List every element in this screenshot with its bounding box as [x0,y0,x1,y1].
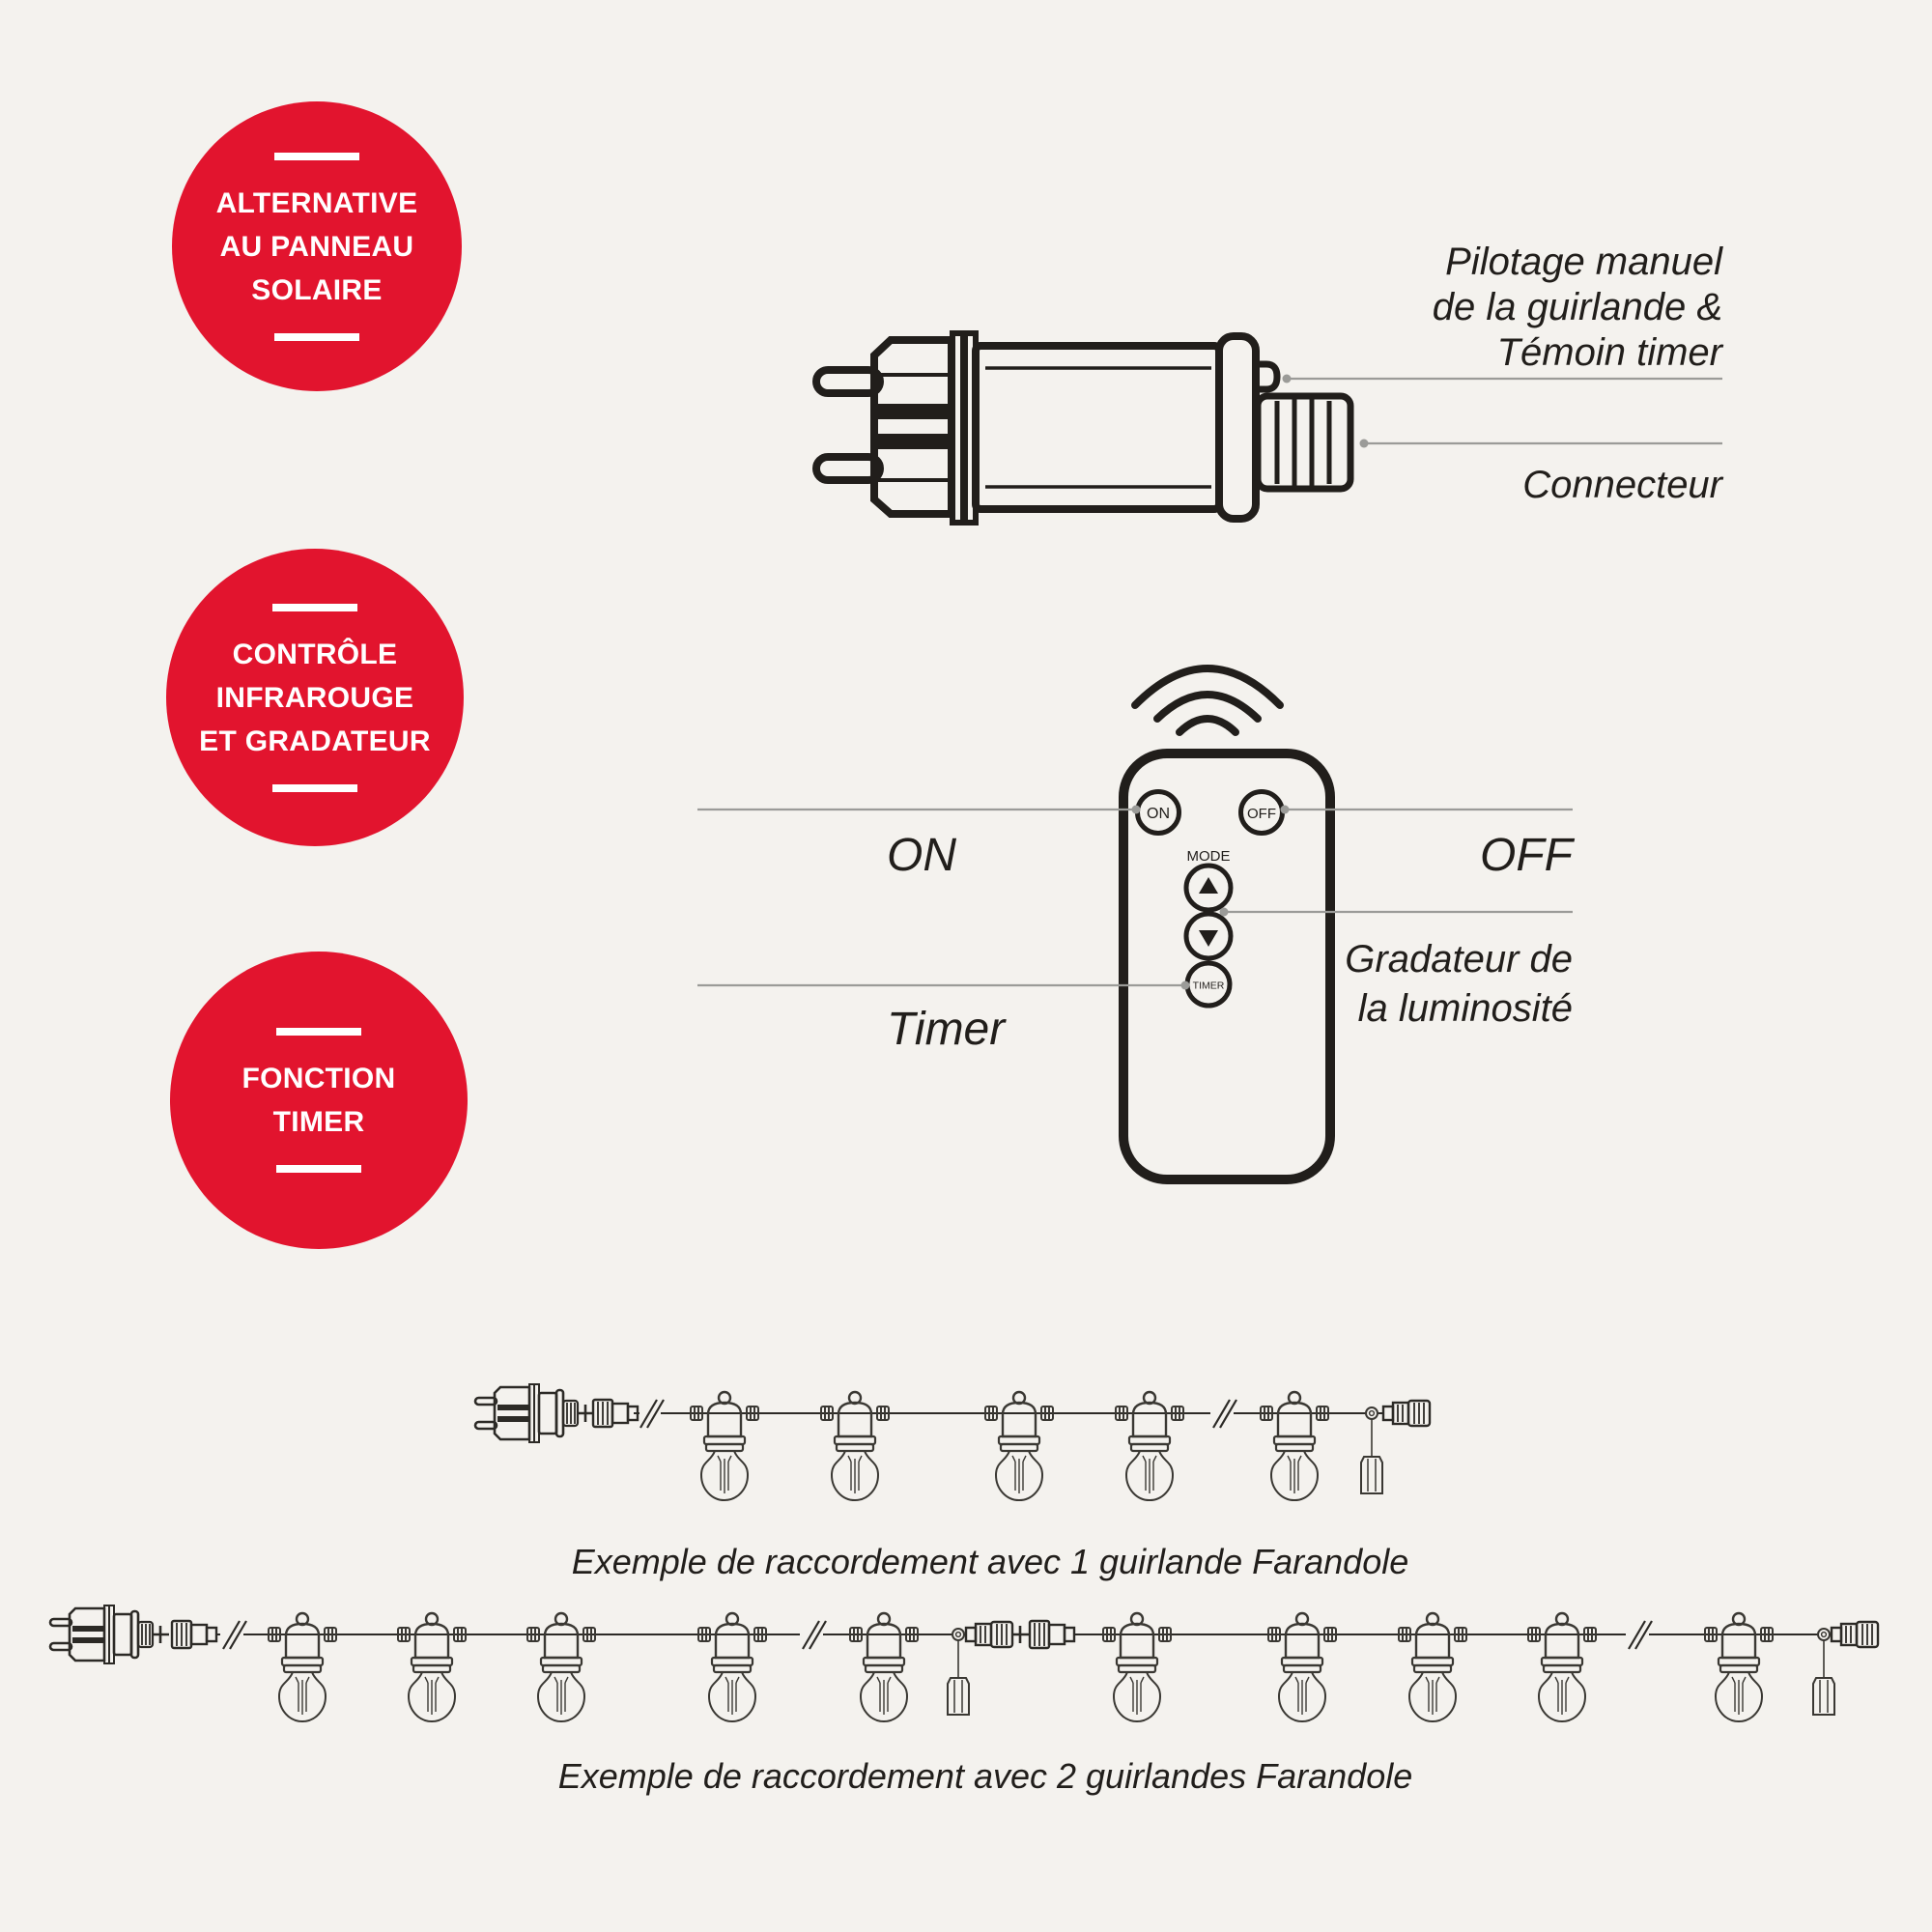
badge-fonction-timer [170,952,468,1249]
bulb [1268,1613,1336,1721]
gradateur-callout-label: Gradateur de la luminosité [1345,938,1573,1030]
badge-line: INFRAROUGE [215,681,414,714]
ir-signal-icon [1135,668,1280,732]
off-callout-label: OFF [1480,830,1573,881]
pilotage-label: Pilotage manuel de la guirlande & Témoin timer [1432,241,1722,374]
badge-dash [272,784,357,792]
on-callout-label: ON [887,830,956,881]
garland-2-illustration [50,1605,1878,1721]
bulb [1261,1392,1328,1500]
remote-illustration [1123,753,1330,1179]
badge-line: CONTRÔLE [232,638,398,670]
badge-line: ALTERNATIVE [215,186,418,219]
badge-dash [276,1165,361,1173]
badge-line: AU PANNEAU [219,230,414,263]
connecteur-label: Connecteur [1522,464,1722,506]
badge-line: SOLAIRE [251,273,383,306]
remote-timer-label: TIMER [1192,980,1225,992]
arrow-down-icon [1199,930,1218,947]
timer-callout-label: Timer [887,1004,1006,1055]
badge-alternative-panneau-solaire [172,101,462,391]
garland-2-caption: Exemple de raccordement avec 2 guirlandes Farandole [557,1756,1413,1796]
badge-line: ET GRADATEUR [199,724,431,757]
remote-on-label: ON [1147,806,1170,822]
garland-1-illustration [475,1384,1430,1500]
arrow-up-icon [1199,877,1218,894]
badge-line: TIMER [272,1106,365,1138]
bulb [527,1613,595,1721]
adapter-plug-illustration [816,333,1350,523]
badge-line: FONCTION [242,1063,396,1094]
badge-dash [274,333,359,341]
garland-1-caption: Exemple de raccordement avec 1 guirlande Farandole [571,1542,1409,1581]
bulb [698,1613,766,1721]
bulb [1528,1613,1596,1721]
bulb [398,1613,466,1721]
bulb [691,1392,758,1500]
bulb [985,1392,1053,1500]
remote-mode-label: MODE [1186,848,1231,865]
bulb [821,1392,889,1500]
bulb [1705,1613,1773,1721]
remote-off-label: OFF [1247,806,1276,822]
badge-dash [272,604,357,611]
badge-controle-infrarouge [166,549,464,846]
badge-dash [276,1028,361,1036]
bulb [269,1613,336,1721]
bulb [1399,1613,1466,1721]
badge-dash [274,153,359,160]
bulb [1116,1392,1183,1500]
bulb [850,1613,918,1721]
bulb [1103,1613,1171,1721]
